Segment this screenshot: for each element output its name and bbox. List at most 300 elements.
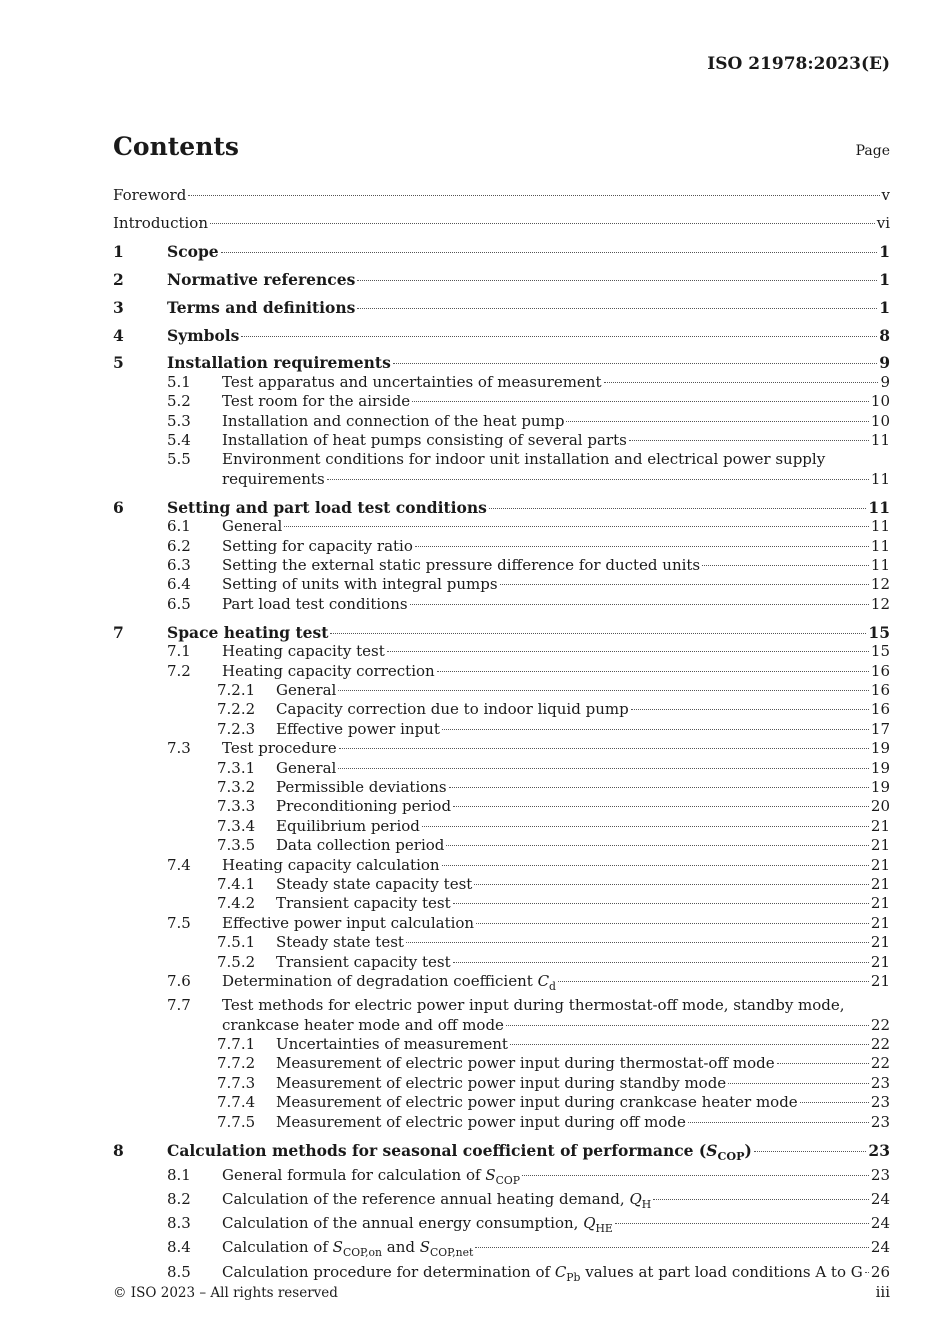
toc-entry-text: Uncertainties of measurement <box>276 1035 508 1054</box>
toc-entry-page: 11 <box>870 536 890 555</box>
toc-entry-text: Steady state capacity test <box>276 875 473 893</box>
dot-leader <box>330 633 866 634</box>
toc-entry[interactable] <box>113 450 890 489</box>
dot-leader <box>406 942 869 943</box>
toc-entry-number: 6 <box>113 497 124 517</box>
toc-entry-text: Determination of degradation coefficient <box>222 972 538 991</box>
dot-leader <box>210 223 875 224</box>
toc-entry-page: v <box>881 186 890 204</box>
toc-entry-number: 7.3.1 <box>217 758 256 777</box>
toc-entry-page: 24 <box>870 1238 890 1257</box>
toc-entry[interactable] <box>113 353 890 372</box>
toc-entry-text-wrap <box>222 739 337 758</box>
toc-entry[interactable] <box>113 759 890 778</box>
toc-entry[interactable] <box>113 412 890 431</box>
toc-entry[interactable] <box>113 797 890 816</box>
toc-entry[interactable] <box>113 1263 890 1287</box>
toc-entry-text: Transient capacity test <box>276 894 451 913</box>
toc-entry[interactable] <box>113 623 890 642</box>
toc-entry[interactable] <box>113 1190 890 1214</box>
dot-leader <box>453 962 869 963</box>
toc-entry-line <box>113 972 890 996</box>
toc-entry-page: 22 <box>870 1035 890 1054</box>
toc-entry-number: 7.4.2 <box>217 894 256 913</box>
toc-entry[interactable] <box>113 1141 890 1166</box>
toc-entry-text-wrap <box>222 450 825 469</box>
toc-entry-number: 8.1 <box>167 1165 191 1184</box>
dot-leader <box>338 690 869 691</box>
toc-entry-text-wrap <box>113 186 186 205</box>
toc-entry-page: 1 <box>879 269 890 289</box>
dot-leader <box>188 195 879 196</box>
toc-entry-text-wrap <box>276 1074 726 1093</box>
dot-leader <box>865 1272 869 1273</box>
dot-leader <box>422 826 869 827</box>
toc-entry-text-wrap <box>167 353 391 372</box>
dot-leader <box>800 1102 869 1103</box>
toc-entry-text-wrap <box>222 972 556 996</box>
toc-entry-text-wrap <box>276 933 404 952</box>
toc-entry-text: Setting for capacity ratio <box>222 536 413 555</box>
toc-entry-number: 7.7.1 <box>217 1035 256 1054</box>
toc-entry-text: Effective power input calculation <box>222 913 475 932</box>
math-symbol: S <box>706 1140 718 1160</box>
toc-entry-page: 21 <box>870 972 890 991</box>
toc-entry-number: 7.2 <box>167 661 191 680</box>
toc-entry-text: Installation and connection of the heat pump <box>222 411 565 430</box>
toc-entry[interactable] <box>113 298 890 317</box>
toc-entry-text-wrap <box>222 556 700 575</box>
toc-entry-text-wrap <box>222 642 385 661</box>
toc-entry-text: General <box>276 758 337 777</box>
toc-entry-page: 11 <box>870 556 890 574</box>
toc-entry-number: 8.3 <box>167 1214 191 1233</box>
toc-entry-text: Foreword <box>113 186 187 204</box>
toc-entry-page: 1 <box>879 297 890 317</box>
toc-entry-text: Heating capacity test <box>222 642 385 661</box>
math-subscript: COP,on <box>342 1246 383 1260</box>
toc-entry-number: 5 <box>113 353 124 373</box>
toc-entry[interactable] <box>113 875 890 894</box>
toc-entry-text-wrap <box>276 894 451 913</box>
toc-entry-line <box>113 556 890 575</box>
toc-entry-number: 7.4 <box>167 855 191 874</box>
math-symbol: C <box>554 1262 567 1281</box>
toc-entry-number: 7.3.2 <box>217 777 256 796</box>
dot-leader <box>410 604 869 605</box>
toc-entry-page: 15 <box>868 622 890 642</box>
dot-leader <box>500 584 869 585</box>
dot-leader <box>357 308 877 309</box>
toc-entry-text-wrap <box>276 681 336 700</box>
toc-entry-line <box>113 1263 890 1287</box>
toc-entry[interactable] <box>113 1074 890 1093</box>
toc-entry-page: 11 <box>870 469 890 488</box>
toc-entry-line <box>113 298 890 317</box>
toc-entry[interactable] <box>113 537 890 556</box>
toc-entry-text: General <box>276 680 337 699</box>
toc-entry-text: Installation of heat pumps consisting of several parts <box>222 431 627 450</box>
toc-entry[interactable] <box>113 556 890 575</box>
toc-entry-page: 26 <box>870 1262 890 1281</box>
toc-entry[interactable] <box>113 953 890 972</box>
dot-leader <box>339 748 869 749</box>
toc-entry-line <box>113 1238 890 1262</box>
toc-entry-text-wrap <box>167 623 328 642</box>
toc-entry-text-cont: crankcase heater mode and off mode <box>222 1015 504 1034</box>
toc-entry[interactable] <box>113 739 890 758</box>
math-subscript: HE <box>595 1221 613 1235</box>
toc-entry-text-wrap <box>276 1093 798 1112</box>
toc-entry-number: 8.4 <box>167 1238 191 1257</box>
toc-entry-line <box>113 914 890 933</box>
toc-entry-text: Calculation of the reference annual heating demand, <box>222 1190 630 1209</box>
toc-entry-page: 16 <box>870 700 890 719</box>
table-of-contents <box>113 186 890 1287</box>
toc-entry-page: 1 <box>879 241 890 261</box>
toc-entry-line <box>113 1141 890 1166</box>
dot-leader <box>476 923 869 924</box>
toc-entry-text-wrap <box>222 412 564 431</box>
toc-entry[interactable] <box>113 1113 890 1132</box>
dot-leader <box>510 1044 869 1045</box>
toc-entry-text: Measurement of electric power input during thermostat-off mode <box>276 1054 775 1073</box>
toc-entry-number: 7.5.1 <box>217 933 256 952</box>
toc-entry-page: 24 <box>870 1214 890 1233</box>
toc-entry[interactable] <box>113 326 890 345</box>
toc-entry-number: 5.5 <box>167 450 191 469</box>
toc-entry-line <box>113 412 890 431</box>
toc-entry-number: 8.2 <box>167 1190 191 1209</box>
toc-entry-number: 1 <box>113 241 124 261</box>
toc-entry[interactable] <box>113 595 890 614</box>
math-symbol: Q <box>629 1190 642 1209</box>
toc-entry-text: Normative references <box>167 269 356 289</box>
toc-entry-text: Transient capacity test <box>276 952 451 971</box>
toc-entry-text: Equilibrium period <box>276 816 420 835</box>
toc-entry-line <box>113 575 890 594</box>
toc-entry-text-wrap <box>276 1054 775 1073</box>
page-column-label: Page <box>855 143 890 159</box>
toc-entry[interactable] <box>113 1093 890 1112</box>
toc-entry-number: 7.5 <box>167 913 191 932</box>
toc-entry-text-wrap <box>276 797 451 816</box>
dot-leader <box>221 252 878 253</box>
toc-entry-line <box>113 642 890 661</box>
toc-entry[interactable] <box>113 1035 890 1054</box>
toc-entry[interactable] <box>113 517 890 536</box>
toc-entry-line <box>113 662 890 681</box>
math-subscript: COP,net <box>430 1246 474 1260</box>
dot-leader <box>453 903 869 904</box>
toc-entry-number: 6.2 <box>167 536 191 555</box>
toc-entry-number: 5.2 <box>167 392 191 411</box>
dot-leader <box>558 981 869 982</box>
toc-entry[interactable] <box>113 662 890 681</box>
toc-entry-text-wrap <box>276 953 451 972</box>
toc-entry-text-after: ) <box>744 1140 752 1160</box>
toc-entry-page: 15 <box>870 642 890 661</box>
toc-entry[interactable] <box>113 642 890 661</box>
toc-entry-page: 19 <box>870 758 890 777</box>
toc-entry[interactable] <box>113 242 890 261</box>
toc-entry-number: 7.3.5 <box>217 836 256 855</box>
toc-entry-page: 19 <box>870 739 890 758</box>
toc-entry-text: Terms and definitions <box>167 297 356 317</box>
dot-leader <box>615 1223 869 1224</box>
toc-entry[interactable] <box>113 1214 890 1238</box>
math-subscript: Pb <box>566 1270 581 1284</box>
toc-entry-line <box>113 1214 890 1238</box>
toc-entry-text-wrap <box>222 914 474 933</box>
toc-entry-text-wrap <box>222 1190 651 1214</box>
toc-entry-text-wrap <box>167 242 219 261</box>
toc-entry-number: 7.3.4 <box>217 816 256 835</box>
toc-entry-page: 23 <box>870 1165 890 1184</box>
toc-entry-number: 8 <box>113 1140 124 1160</box>
dot-leader <box>449 787 869 788</box>
toc-entry-number: 2 <box>113 269 124 289</box>
toc-entry-text-wrap <box>276 1035 508 1054</box>
toc-entry[interactable] <box>113 1238 890 1262</box>
dot-leader <box>702 565 869 566</box>
dot-leader <box>475 1247 869 1248</box>
toc-entry-page: 23 <box>870 1093 890 1112</box>
toc-entry-text: Setting and part load test conditions <box>167 497 487 517</box>
toc-entry-line <box>113 1166 890 1190</box>
dot-leader <box>489 508 867 509</box>
toc-entry-text: Steady state test <box>276 933 404 952</box>
toc-entry-number: 7.1 <box>167 642 191 661</box>
toc-entry-line <box>113 186 890 205</box>
toc-entry-text: Data collection period <box>276 836 445 855</box>
toc-entry-page: 21 <box>870 816 890 835</box>
toc-entry-text: Test procedure <box>222 739 337 758</box>
toc-entry-number: 7.7.5 <box>217 1112 256 1131</box>
toc-entry[interactable] <box>113 894 890 913</box>
toc-entry-line <box>113 431 890 450</box>
toc-entry-line <box>113 1190 890 1214</box>
toc-entry-text: Heating capacity calculation <box>222 855 440 874</box>
toc-entry-page: 12 <box>870 575 890 594</box>
toc-entry-page: 21 <box>870 894 890 913</box>
math-subscript: COP <box>495 1173 520 1187</box>
toc-entry[interactable] <box>113 933 890 952</box>
toc-entry-line <box>113 326 890 345</box>
toc-entry-number: 5.3 <box>167 411 191 430</box>
toc-entry-page: 22 <box>870 1054 890 1073</box>
toc-entry-text-wrap <box>167 326 239 345</box>
dot-leader <box>327 479 869 480</box>
toc-entry-number: 8.5 <box>167 1262 191 1281</box>
toc-entry-page: 23 <box>868 1140 890 1160</box>
toc-entry-text-after: values at part load conditions A to G <box>580 1262 863 1281</box>
toc-entry-number: 6.3 <box>167 556 191 574</box>
toc-entry-text-wrap <box>222 1016 504 1035</box>
dot-leader <box>357 280 877 281</box>
toc-entry-number: 7.7.3 <box>217 1073 256 1092</box>
dot-leader <box>453 806 869 807</box>
toc-entry-text-wrap <box>222 1263 863 1287</box>
toc-entry-page: 22 <box>870 1015 890 1034</box>
toc-entry-number: 6.5 <box>167 594 191 613</box>
toc-entry-text-wrap <box>222 1214 613 1238</box>
toc-entry-number: 7.3.3 <box>217 797 256 816</box>
dot-leader <box>566 421 868 422</box>
toc-entry-page: vi <box>876 213 890 232</box>
dot-leader <box>393 363 877 364</box>
toc-entry-text: Permissible deviations <box>276 777 447 796</box>
copyright-notice: © ISO 2023 – All rights reserved <box>113 1285 338 1301</box>
dot-leader <box>653 1199 869 1200</box>
toc-entry-text-wrap <box>222 1166 520 1190</box>
toc-entry[interactable] <box>113 498 890 517</box>
dot-leader <box>437 671 869 672</box>
toc-entry-line <box>113 214 890 233</box>
toc-entry-line <box>113 517 890 536</box>
dot-leader <box>777 1063 869 1064</box>
toc-entry[interactable] <box>113 996 890 1035</box>
toc-entry-text-wrap <box>222 996 845 1015</box>
document-standard-id: ISO 21978:2023(E) <box>707 54 890 74</box>
toc-entry-text: General <box>222 517 283 536</box>
math-symbol: Q <box>583 1214 596 1233</box>
dot-leader <box>754 1151 867 1152</box>
toc-entry-page: 16 <box>870 680 890 699</box>
toc-entry-text-wrap <box>222 517 282 536</box>
toc-entry-text-wrap <box>276 759 336 778</box>
toc-entry[interactable] <box>113 575 890 594</box>
toc-entry-page: 8 <box>879 325 890 345</box>
dot-leader <box>629 440 869 441</box>
toc-entry-page: 16 <box>870 661 890 680</box>
dot-leader <box>284 526 869 527</box>
dot-leader <box>474 884 869 885</box>
toc-entry-text-wrap <box>222 431 627 450</box>
toc-entry[interactable] <box>113 392 890 411</box>
toc-entry-page: 21 <box>870 913 890 932</box>
dot-leader <box>631 709 869 710</box>
toc-entry[interactable] <box>113 373 890 392</box>
toc-entry-text-wrap <box>276 720 440 739</box>
toc-entry-text-wrap <box>276 778 447 797</box>
dot-leader <box>415 546 869 547</box>
toc-entry-page: 21 <box>870 933 890 952</box>
toc-entry[interactable] <box>113 720 890 739</box>
toc-entry-number: 7 <box>113 622 124 642</box>
math-symbol: C <box>537 972 550 991</box>
toc-entry[interactable] <box>113 214 890 233</box>
dot-leader <box>446 845 869 846</box>
math-symbol: S <box>419 1238 431 1257</box>
toc-entry-text: Introduction <box>113 213 208 232</box>
toc-entry-text-wrap <box>276 836 444 855</box>
toc-entry-number: 7.2.1 <box>217 680 256 699</box>
toc-entry-text: Capacity correction due to indoor liquid pump <box>276 700 629 719</box>
toc-entry-text: Space heating test <box>167 622 329 642</box>
toc-entry[interactable] <box>113 836 890 855</box>
toc-entry-page: 11 <box>870 431 890 450</box>
toc-entry[interactable] <box>113 914 890 933</box>
toc-entry-text: Effective power input <box>276 719 440 738</box>
toc-entry-text-wrap <box>222 575 498 594</box>
toc-entry-page: 23 <box>870 1073 890 1092</box>
toc-entry[interactable] <box>113 700 890 719</box>
toc-entry-text-wrap <box>222 392 410 411</box>
toc-entry-text: Part load test conditions <box>222 594 408 613</box>
toc-entry-text-wrap <box>222 662 435 681</box>
toc-entry[interactable] <box>113 778 890 797</box>
toc-entry-text-wrap <box>222 595 408 614</box>
dot-leader <box>522 1175 869 1176</box>
toc-entry[interactable] <box>113 817 890 836</box>
toc-entry-text-wrap <box>276 700 629 719</box>
toc-entry-page: 17 <box>870 719 890 738</box>
toc-entry-text-wrap <box>276 875 472 894</box>
toc-entry-number: 7.6 <box>167 972 191 991</box>
math-subscript: COP <box>717 1149 745 1163</box>
toc-entry-line <box>113 1016 890 1035</box>
toc-entry-number: 7.5.2 <box>217 952 256 971</box>
toc-entry-text: Environment conditions for indoor unit installation and electrical power supply <box>222 450 826 469</box>
toc-entry-text: Scope <box>167 241 219 261</box>
toc-entry-page: 12 <box>870 594 890 613</box>
toc-entry-text-wrap <box>276 1113 686 1132</box>
contents-title-row <box>113 132 890 161</box>
math-symbol: S <box>485 1165 496 1184</box>
toc-entry-line <box>113 623 890 642</box>
dot-leader <box>442 865 869 866</box>
toc-entry-number: 6.4 <box>167 575 191 594</box>
toc-entry-number: 7.2.2 <box>217 700 256 719</box>
toc-entry-page: 9 <box>879 353 890 373</box>
toc-entry-text: Measurement of electric power input during off mode <box>276 1112 686 1131</box>
toc-entry-line <box>113 270 890 289</box>
toc-entry-page: 9 <box>880 372 890 391</box>
toc-entry-page: 24 <box>870 1190 890 1209</box>
page-number: iii <box>875 1283 890 1301</box>
toc-entry-page: 21 <box>870 855 890 874</box>
toc-entry-text: Setting the external static pressure difference for ducted units <box>222 556 701 574</box>
dot-leader <box>442 729 869 730</box>
toc-entry-text-wrap <box>276 817 420 836</box>
toc-entry-number: 3 <box>113 297 124 317</box>
toc-entry-page: 11 <box>870 517 890 536</box>
toc-entry-text-wrap <box>222 1238 473 1262</box>
toc-entry-text: Calculation of <box>222 1238 333 1257</box>
toc-entry-number: 7.3 <box>167 739 191 758</box>
toc-entry-number: 7.2.3 <box>217 719 256 738</box>
toc-entry-text: Calculation methods for seasonal coefficient of performance ( <box>167 1140 707 1160</box>
toc-entry-line <box>113 450 890 469</box>
toc-entry[interactable] <box>113 856 890 875</box>
dot-leader <box>506 1025 869 1026</box>
toc-entry[interactable] <box>113 270 890 289</box>
toc-entry[interactable] <box>113 681 890 700</box>
toc-entry[interactable] <box>113 1166 890 1190</box>
toc-entry[interactable] <box>113 972 890 996</box>
toc-entry-text-wrap <box>113 214 208 233</box>
toc-entry-line <box>113 392 890 411</box>
toc-entry-line <box>113 537 890 556</box>
toc-entry-text-wrap <box>222 537 413 556</box>
dot-leader <box>338 768 869 769</box>
toc-entry[interactable] <box>113 1054 890 1073</box>
toc-entry-line <box>113 996 890 1015</box>
toc-entry[interactable] <box>113 431 890 450</box>
toc-entry-page: 10 <box>870 392 890 411</box>
toc-entry[interactable] <box>113 186 890 205</box>
